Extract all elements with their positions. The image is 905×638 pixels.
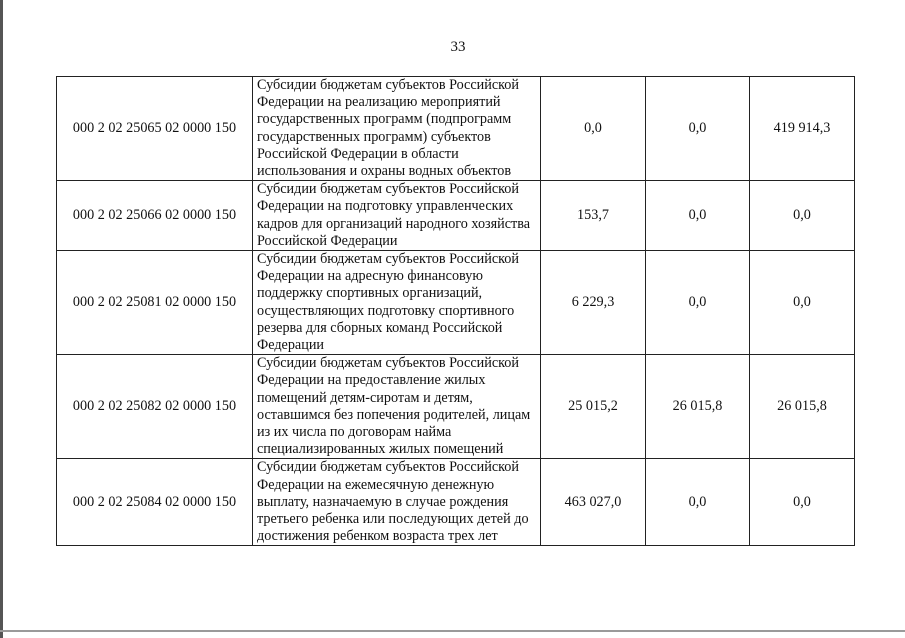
description-cell: Субсидии бюджетам субъектов Российской Федерации на реализацию мероприятий государственных программ (подпрограмм государственных программ) субъектов Российской Федерации в области использования и охраны водных объектов	[253, 77, 541, 181]
table-row	[57, 251, 855, 355]
description-cell: Субсидии бюджетам субъектов Российской Федерации на ежемесячную денежную выплату, назначаемую в случае рождения третьего ребенка или последующих детей до достижения ребенком возраста трех лет	[253, 459, 541, 546]
table-row	[57, 77, 855, 181]
value-cell-1: 25 015,2	[541, 355, 646, 459]
value-cell-1: 0,0	[541, 77, 646, 181]
table-row	[57, 459, 855, 546]
budget-code-cell: 000 2 02 25084 02 0000 150	[57, 459, 253, 546]
scan-edge-left	[0, 0, 3, 638]
value-cell-3: 26 015,8	[750, 355, 855, 459]
description-cell: Субсидии бюджетам субъектов Российской Федерации на подготовку управленческих кадров для организаций народного хозяйства Российской Федерации	[253, 181, 541, 251]
budget-code-cell: 000 2 02 25081 02 0000 150	[57, 251, 253, 355]
budget-code-cell: 000 2 02 25066 02 0000 150	[57, 181, 253, 251]
value-cell-2: 0,0	[646, 459, 750, 546]
value-cell-3: 0,0	[750, 459, 855, 546]
budget-code-cell: 000 2 02 25082 02 0000 150	[57, 355, 253, 459]
value-cell-2: 0,0	[646, 77, 750, 181]
value-cell-2: 26 015,8	[646, 355, 750, 459]
description-cell: Субсидии бюджетам субъектов Российской Федерации на адресную финансовую поддержку спортивных организаций, осуществляющих подготовку спортивного резерва для сборных команд Российской Федерации	[253, 251, 541, 355]
budget-table	[56, 76, 855, 546]
page-number: 33	[450, 39, 466, 55]
value-cell-3: 0,0	[750, 181, 855, 251]
scan-edge-bottom	[0, 630, 905, 632]
value-cell-2: 0,0	[646, 181, 750, 251]
value-cell-3: 419 914,3	[750, 77, 855, 181]
table-row	[57, 355, 855, 459]
table-row	[57, 181, 855, 251]
description-cell: Субсидии бюджетам субъектов Российской Федерации на предоставление жилых помещений детям-сиротам и детям, оставшимся без попечения родителей, лицам из их числа по договорам найма специализированных жилых помещений	[253, 355, 541, 459]
value-cell-1: 6 229,3	[541, 251, 646, 355]
value-cell-2: 0,0	[646, 251, 750, 355]
value-cell-1: 153,7	[541, 181, 646, 251]
value-cell-1: 463 027,0	[541, 459, 646, 546]
budget-code-cell: 000 2 02 25065 02 0000 150	[57, 77, 253, 181]
value-cell-3: 0,0	[750, 251, 855, 355]
